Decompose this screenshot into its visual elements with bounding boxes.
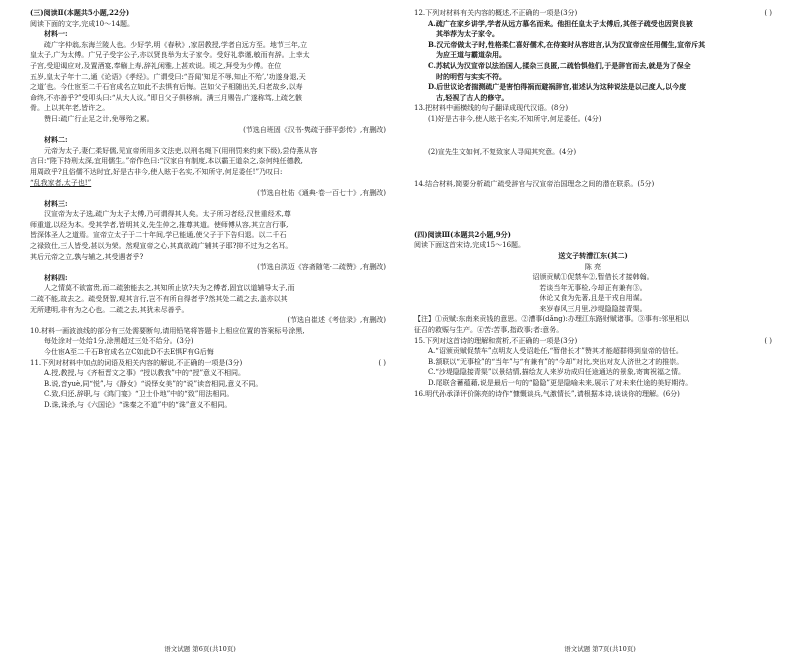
material-3-source: (节选自洪迈《容斋随笔·二疏赞》,有删改) (257, 263, 386, 272)
poem-note-cont: 征召的救赈与生产。④苦:苦事,指政事;者:意务。 (414, 326, 564, 335)
text-line: 皆深体圣人之道焉。宣帝立太子于二十年间,学已能通,使父子于下告归退。以二千石 (30, 231, 287, 240)
option-d[interactable]: D.尾联含蓄蕴藉,说是最后一句的“隐隐”更是隐喻未来,展示了对未来仕途的美好期待。 (428, 379, 693, 388)
poem-line: 诏颁贡赋①促禁车②,暂借长才接韩翰。 (532, 273, 654, 282)
material-1-source: (节选自班固《汉书·隽疏于薛平彭传》,有删改) (243, 125, 386, 134)
option-b[interactable]: B.颔联以“无事检”的“当年”与“有兼有”的“今却”对比,突出对友人济世之才的推崇。 (428, 357, 684, 366)
material-3-title: 材料三: (44, 198, 68, 208)
text-line: 疏广字仲翁,东海兰陵人也。少好学,明《春秋》,家居教授,学者自远方至。地节三年,立 (44, 40, 308, 49)
question-11-stem: 11.下列对材料中加点的词语及相关内容的解说,不正确的一项是(3分) (30, 358, 243, 367)
section-heading: (三)阅读Ⅱ(本题共5小题,22分) (30, 8, 130, 17)
text-line: 其后元帝之立,孰与辅之,其受遇者乎? (30, 252, 144, 261)
instruction: 阅读下面的文字,完成10～14题。 (30, 19, 135, 28)
text-line: 之道’也。今仕宦至二千石官成名立如此不去惧有后悔。岂如父子相随出关,归老故乡,以寿 (30, 83, 303, 92)
option-a[interactable]: A.疏广在家乡讲学,学者从远方慕名而来。他担任皇太子太傅后,其侄子疏受也因贤良被 (428, 18, 693, 28)
question-10-sequence[interactable]: 今仕宦A至二千石B官成名立C如此D不去E惧F有G后悔 (44, 348, 214, 356)
text-line: 之禄致仕,三人皆受,甚以为荣。然观宣帝之心,其真欲疏广辅其子耶?抑不过为之名耳。 (30, 242, 293, 251)
material-4-body (30, 283, 386, 315)
text-line: 元帝为太子,妻仁柔好儒,见宣帝所用多文法吏,以刑名绳下(用刑罚来约束下级),尝侍燕从容 (44, 146, 318, 155)
option-b-cont: 为应王道与霸道杂用。 (436, 50, 506, 60)
right-page (400, 0, 800, 659)
question-12-stem: 12.下列对材料有关内容的概述,不正确的一项是(3分) (414, 9, 578, 17)
page-footer: 语文试题 第6页(共10页) (164, 645, 236, 653)
text-line: 无所建明,非有为之心也。二疏之去,其犹未尽善乎。 (30, 305, 189, 314)
text-line: 用周政乎?且俗儒不达时宜,好是古非今,使人眩于名实,不知所守,何足委任!”乃叹曰: (30, 167, 283, 176)
question-11 (30, 358, 386, 369)
answer-space[interactable] (414, 190, 772, 230)
question-10: 10.材料一画波浪线的部分有三处需要断句,请用铅笔将答题卡上相应位置的答案标号涂黑, (30, 326, 305, 335)
poem-note: 【注】①贡赋:东南来贡钱的意思。②漕事(dǎng):办理江东路财赋诸事。③事有:邻里相以 (414, 315, 690, 324)
question-14: 14.结合材料,简要分析疏广疏受辞官与汉宣帝治国理念之间的潜在联系。(5分) (414, 180, 655, 189)
section-4-instruction: 阅读下面这首宋诗,完成15～16题。 (414, 241, 526, 250)
question-13-part-2: (2)宣先生文如何,不复致家人寻闻其究意。(4分) (428, 147, 577, 156)
answer-paren: ( ) (378, 358, 386, 367)
material-4-title: 材料四: (44, 272, 68, 282)
answer-space[interactable] (414, 125, 772, 147)
option-d[interactable]: D.诛,诛杀,与《六国论》“诛秦之不道”中的“诛”意义不相同。 (44, 400, 232, 409)
question-13: 13.把材料中画横线的句子翻译成现代汉语。(8分) (414, 104, 569, 113)
text-line: 骨。上以其年老,皆许之。 (30, 104, 110, 113)
question-10-cont: 每处涂对一处给1分,涂黑超过三处不给分。(3分) (44, 337, 194, 346)
question-15 (414, 336, 772, 347)
text-line: 师重道,以经为本。受其学者,皆明其义,先生仲之,推尊其道。使师傅从容,其立言行事, (30, 220, 289, 229)
question-12 (414, 8, 772, 19)
material-2-body (30, 146, 386, 188)
poem-author: 陈 亮 (584, 262, 602, 271)
option-d[interactable]: D.后世议论者揣测疏广是害怕得祸而避祸辞官,崔述认为这种说法是以己度人,以今度 (428, 82, 687, 92)
question-15-stem: 15.下列对这首诗的理解和赏析,不正确的一项是(3分) (414, 336, 578, 345)
material-1-title: 材料一: (44, 29, 68, 39)
material-1-body (30, 40, 386, 114)
option-a-cont: 其举荐为太子家令。 (436, 29, 499, 39)
text-line: 二疏不能,故去之。疏受贤智,观其言行,岂不有所自得者乎?然其处二疏之去,盖亦以其 (30, 295, 288, 304)
option-c[interactable]: C.苏轼认为汉宣帝以法治国人,揉杂三良匿,二疏恰惧他们,于是辞官而去,就是为了保全 (428, 60, 691, 70)
poem-line: 若谈当年无事检,今却正有兼有③。 (539, 283, 647, 292)
answer-paren: ( ) (764, 336, 772, 345)
text-line: 皇太子,广为太傅。广兄子受字公子,亦以贤良举为太子家令。受好礼恭谨,敏而有辞。上幸太 (30, 51, 310, 60)
text-line: 五岁,皇太子年十二,通《论语》《孝经》。广谓受曰:“吾闻‘知足不辱,知止不殆’,‘功遂身退,天 (30, 72, 306, 81)
text-line: 人之情莫不欲富贵,而二疏独能去之,其知所止欤?夫为之傅者,固宜以道辅导太子,而 (44, 284, 295, 293)
text-line: 子宫,受迎谒应对,及置酒宴,奉觞上寿,辞礼闲雅,上甚欢说。顷之,拜受为少傅。在位 (30, 61, 282, 70)
material-3-body (30, 209, 386, 262)
poem-line: 来岁春风三月里,沙堤隐隐接青渠。 (539, 304, 647, 313)
answer-paren: ( ) (764, 9, 772, 17)
option-a[interactable]: A.“诏颁贡赋促禁车”点明友人受诏赴任,“暂借长才”赞其才能超群得到皇帝的信任。 (428, 347, 683, 356)
material-4-source: (节选自崔述《考信录》,有删改) (287, 316, 386, 325)
option-c[interactable]: C.致,归还,辞职,与《鸿门宴》“卫士仆地”中的“致”用法相同。 (44, 390, 234, 399)
option-b[interactable]: B.汉元帝做太子时,性格柔仁喜好儒术,在侍宴时从容进言,认为汉宣帝应任用儒生,宣帝斥其 (428, 39, 706, 49)
option-a[interactable]: A.授,教授,与《齐桓晋文之事》“授以教我”中的“授”意义不相同。 (44, 369, 246, 378)
material-1-zan: 赞曰:疏广行止足之计,免辱殆之累。 (44, 114, 154, 123)
answer-space[interactable] (414, 157, 772, 179)
poem-line: 休论又食为先著,且是干戎自用谋。 (539, 294, 647, 303)
question-16: 16.明代孙承泽评价陈亮的诗作“慷慨谈兵,气激情长”,请根据本诗,谈谈你的理解。(6分) (414, 389, 680, 398)
material-2-title: 材料二: (44, 135, 68, 145)
text-line-underlined: “乱我家者,太子也!” (30, 178, 92, 187)
option-d-cont: 古,轻视了古人的修守。 (436, 92, 509, 102)
option-c-cont: 时的明哲与实实不符。 (436, 71, 506, 81)
text-line: 命终,不亦善乎?”受叩头曰:“从大人议。”即日父子俱移病。满三月赐告,广遂称笃,上疏乞骸 (30, 93, 303, 102)
page-footer: 语文试题 第7页(共10页) (564, 645, 636, 653)
poem-title: 送文子转漕江东(其二) (558, 250, 628, 260)
option-c[interactable]: C.“沙堤隐隐接青渠”以景结情,描绘友人来岁功成归任途通达的景象,寄寓祝福之情。 (428, 368, 685, 377)
material-2-source: (节选自杜佑《通典·卷一百七十》,有删改) (257, 189, 386, 198)
text-line: 汉宣帝为太子选,疏广为太子太傅,乃可谓得其人矣。太子所习者经,汉世重经术,尊 (44, 210, 291, 219)
text-line: 言曰:“陛下持刑太深,宜用儒生。”帝作色曰:“汉家自有制度,本以霸王道杂之,奈何纯任德教, (30, 157, 303, 166)
question-13-part-1: (1)好是古非今,使人眩于名实,不知所守,何足委任。(4分) (428, 114, 602, 123)
option-b[interactable]: B.说,音yuè,同“悦”,与《静女》“说怿女美”的“说”读音相同,意义不同。 (44, 379, 263, 388)
section-4-heading: (四)阅读Ⅲ(本题共2小题,9分) (414, 229, 511, 239)
